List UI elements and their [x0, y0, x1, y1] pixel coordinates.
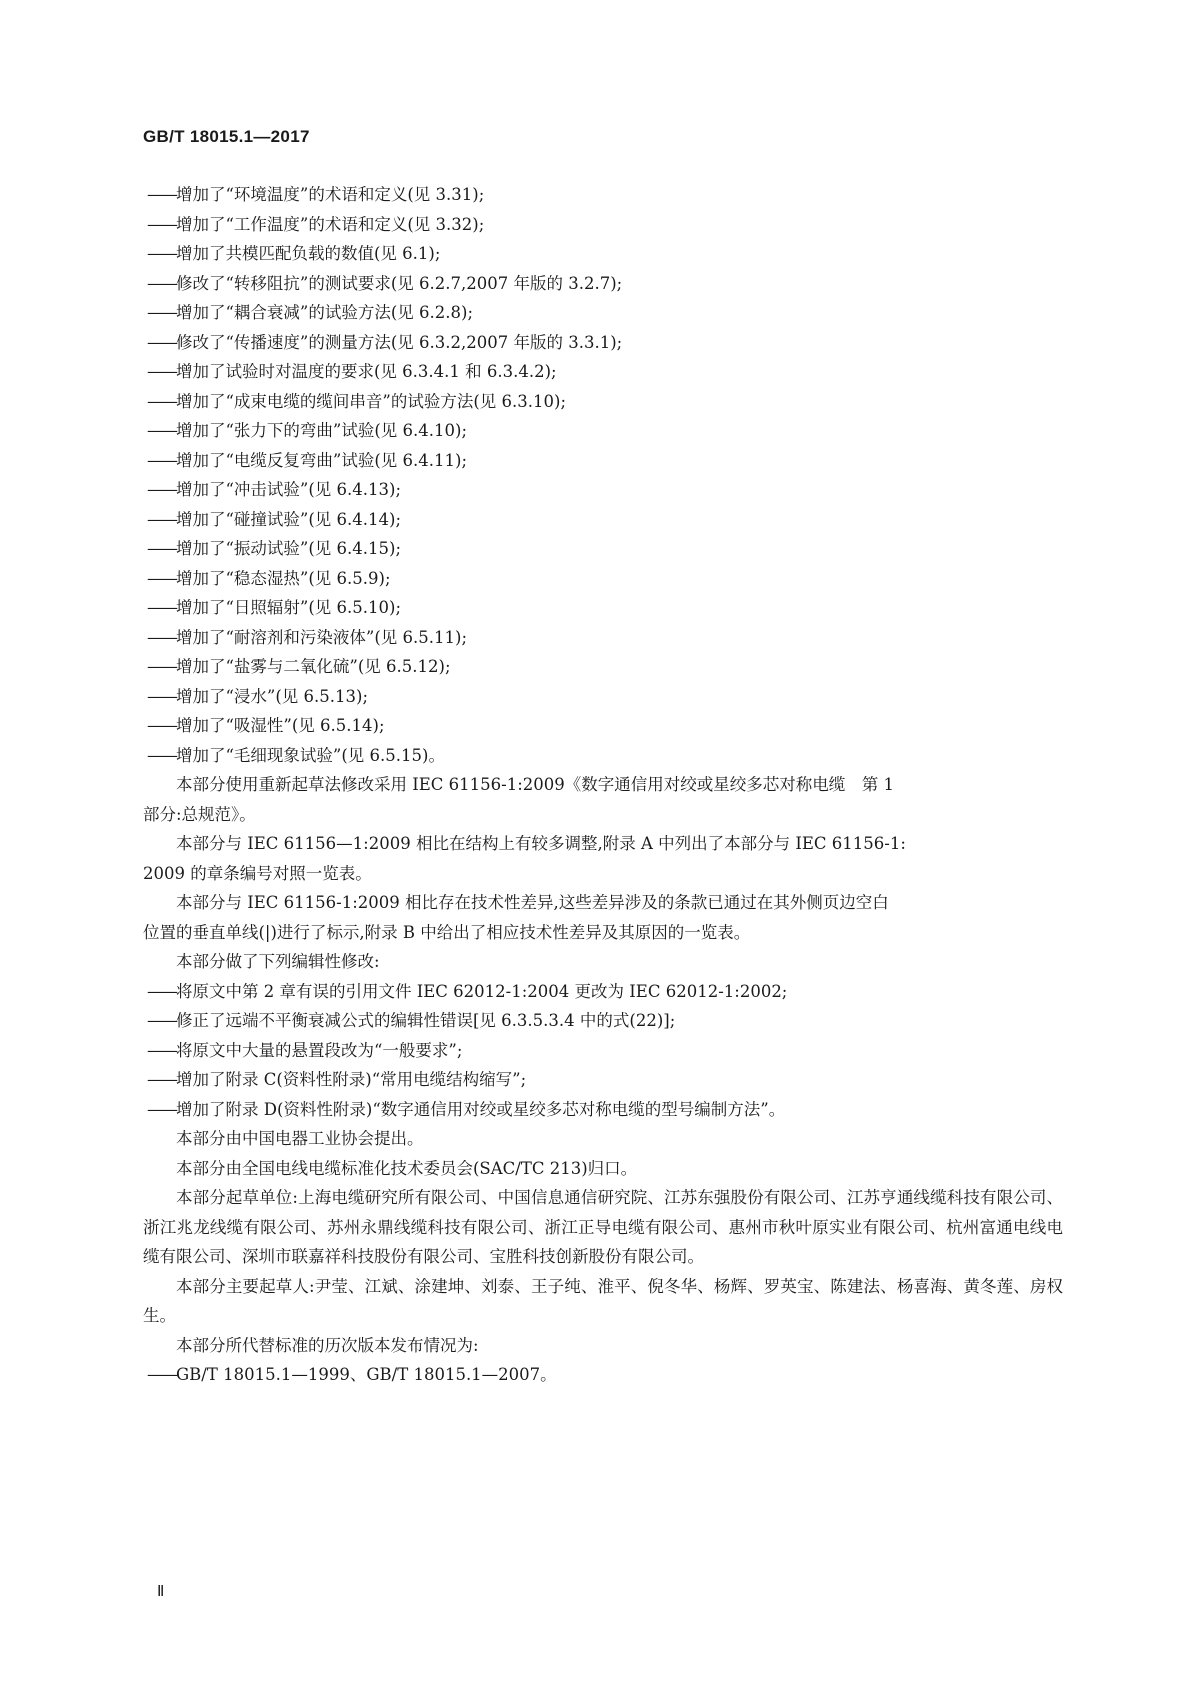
- list-item: [143, 1065, 1063, 1095]
- history-intro: 本部分所代替标准的历次版本发布情况为:: [176, 1335, 479, 1355]
- list-item-text: 增加了“毛细现象试验”(见 6.5.15)。: [176, 745, 445, 765]
- drafters-paragraph: 本部分主要起草人:尹莹、江斌、涂建坤、刘泰、王子纯、淮平、倪冬华、杨辉、罗英宝、陈建法、杨喜海、黄冬莲、房权生。: [143, 1276, 1063, 1325]
- structure-paragraph-line1: 本部分与 IEC 61156—1:2009 相比在结构上有较多调整,附录 A 中列出了本部分与 IEC 61156-1:: [176, 834, 906, 853]
- page-number: Ⅱ: [157, 1584, 165, 1600]
- adoption-paragraph-line2: 部分:总规范》。: [143, 804, 256, 824]
- list-item: [143, 298, 1063, 328]
- list-item: [143, 534, 1063, 564]
- dash-marker: ——: [147, 657, 176, 676]
- dash-marker: ——: [147, 745, 176, 765]
- dash-marker: ——: [147, 981, 176, 1001]
- list-item-text: 增加了“碰撞试验”(见 6.4.14);: [176, 509, 402, 529]
- dash-marker: ——: [147, 568, 176, 588]
- dash-marker: ——: [147, 303, 176, 322]
- list-item: [143, 446, 1063, 476]
- list-item: [143, 475, 1063, 505]
- dash-marker: ——: [147, 1011, 176, 1030]
- list-item: [143, 210, 1063, 240]
- dash-marker: ——: [147, 686, 176, 706]
- list-item: [143, 416, 1063, 446]
- list-item: [143, 977, 1063, 1007]
- list-item: [143, 269, 1063, 299]
- dash-marker: ——: [147, 1040, 176, 1060]
- list-item: [143, 564, 1063, 594]
- list-item: [143, 652, 1063, 682]
- list-item: [143, 593, 1063, 623]
- dash-marker: ——: [147, 1365, 176, 1384]
- dash-marker: ——: [147, 716, 176, 735]
- dash-marker: ——: [147, 273, 176, 293]
- dash-marker: ——: [147, 214, 176, 234]
- list-item: [143, 180, 1063, 210]
- dash-marker: ——: [147, 539, 176, 558]
- list-item: [143, 711, 1063, 741]
- proposed-by-paragraph: 本部分由中国电器工业协会提出。: [176, 1129, 424, 1148]
- list-item: [143, 328, 1063, 358]
- list-item: [143, 505, 1063, 535]
- list-item: [143, 1095, 1063, 1125]
- drafting-units-paragraph: 本部分起草单位:上海电缆研究所有限公司、中国信息通信研究院、江苏东强股份有限公司、江苏亨通线缆科技有限公司、浙江兆龙线缆有限公司、苏州永鼎线缆科技有限公司、浙江正导电缆有限公司、惠州市秋叶原实业有限公司、杭州富通电线电缆有限公司、深圳市联嘉祥科技股份有限公司、宝胜科技创新股份有限公司。: [143, 1188, 1063, 1266]
- list-item: [143, 387, 1063, 417]
- foreword-body: [143, 180, 1063, 1390]
- list-item-text: 增加了“盐雾与二氧化硫”(见 6.5.12);: [176, 657, 451, 676]
- list-item: [143, 357, 1063, 387]
- tech-diff-paragraph-line2: 位置的垂直单线(|)进行了标示,附录 B 中给出了相应技术性差异及其原因的一览表。: [143, 922, 751, 942]
- list-item-text: 增加了“工作温度”的术语和定义(见 3.32);: [176, 214, 485, 234]
- standard-code: GB/T 18015.1—2017: [143, 127, 310, 146]
- history-item-text: GB/T 18015.1—1999、GB/T 18015.1—2007。: [176, 1365, 557, 1384]
- list-item-text: 修正了远端不平衡衰减公式的编辑性错误[见 6.3.5.3.4 中的式(22)];: [176, 1011, 676, 1030]
- list-item: [143, 623, 1063, 653]
- list-item-text: 增加了附录 D(资料性附录)“数字通信用对绞或星绞多芯对称电缆的型号编制方法”。: [176, 1099, 786, 1119]
- adoption-paragraph-line1: 本部分使用重新起草法修改采用 IEC 61156-1:2009《数字通信用对绞或星绞多芯对称电缆 第 1: [176, 775, 895, 794]
- list-item-text: 增加了“耦合衰减”的试验方法(见 6.2.8);: [176, 303, 474, 322]
- list-item-text: 将原文中第 2 章有误的引用文件 IEC 62012-1:2004 更改为 IEC 62012-1:2002;: [176, 981, 788, 1001]
- list-item-text: 修改了“转移阻抗”的测试要求(见 6.2.7,2007 年版的 3.2.7);: [176, 273, 623, 293]
- dash-marker: ——: [147, 480, 176, 499]
- list-item-text: 增加了“冲击试验”(见 6.4.13);: [176, 480, 402, 499]
- list-item-text: 增加了“振动试验”(见 6.4.15);: [176, 539, 402, 558]
- dash-marker: ——: [147, 1070, 176, 1089]
- list-item: [143, 1036, 1063, 1066]
- list-item: [143, 682, 1063, 712]
- dash-marker: ——: [147, 509, 176, 529]
- centralized-by-paragraph: 本部分由全国电线电缆标准化技术委员会(SAC/TC 213)归口。: [176, 1158, 638, 1178]
- dash-marker: ——: [147, 421, 176, 440]
- list-item: [143, 741, 1063, 771]
- dash-marker: ——: [147, 244, 176, 263]
- dash-marker: ——: [147, 1099, 176, 1119]
- history-item: [143, 1360, 1063, 1390]
- list-item: [143, 239, 1063, 269]
- editorial-list: [143, 977, 1063, 1125]
- dash-marker: ——: [147, 362, 176, 381]
- dash-marker: ——: [147, 332, 176, 352]
- list-item-text: 增加了“环境温度”的术语和定义(见 3.31);: [176, 185, 485, 204]
- list-item-text: 增加了“吸湿性”(见 6.5.14);: [176, 716, 385, 735]
- list-item-text: 增加了“耐溶剂和污染液体”(见 6.5.11);: [176, 627, 468, 647]
- list-item-text: 修改了“传播速度”的测量方法(见 6.3.2,2007 年版的 3.3.1);: [176, 332, 623, 352]
- list-item: [143, 1006, 1063, 1036]
- list-item-text: 增加了附录 C(资料性附录)“常用电缆结构缩写”;: [176, 1070, 527, 1089]
- list-item-text: 将原文中大量的悬置段改为“一般要求”;: [176, 1040, 463, 1060]
- list-item-text: 增加了共模匹配负载的数值(见 6.1);: [176, 244, 441, 263]
- list-item-text: 增加了“稳态湿热”(见 6.5.9);: [176, 568, 391, 588]
- list-item-text: 增加了试验时对温度的要求(见 6.3.4.1 和 6.3.4.2);: [176, 362, 557, 381]
- list-item-text: 增加了“张力下的弯曲”试验(见 6.4.10);: [176, 421, 468, 440]
- dash-marker: ——: [147, 598, 176, 617]
- editorial-intro: 本部分做了下列编辑性修改:: [176, 952, 380, 971]
- list-item-text: 增加了“浸水”(见 6.5.13);: [176, 686, 369, 706]
- dash-marker: ——: [147, 450, 176, 470]
- dash-marker: ——: [147, 185, 176, 204]
- list-item-text: 增加了“电缆反复弯曲”试验(见 6.4.11);: [176, 450, 468, 470]
- dash-marker: ——: [147, 391, 176, 411]
- structure-paragraph-line2: 2009 的章条编号对照一览表。: [143, 863, 372, 883]
- list-item-text: 增加了“日照辐射”(见 6.5.10);: [176, 598, 402, 617]
- list-item-text: 增加了“成束电缆的缆间串音”的试验方法(见 6.3.10);: [176, 391, 567, 411]
- changes-list: [143, 180, 1063, 770]
- dash-marker: ——: [147, 627, 176, 647]
- tech-diff-paragraph-line1: 本部分与 IEC 61156-1:2009 相比存在技术性差异,这些差异涉及的条款已通过在其外侧页边空白: [176, 893, 889, 912]
